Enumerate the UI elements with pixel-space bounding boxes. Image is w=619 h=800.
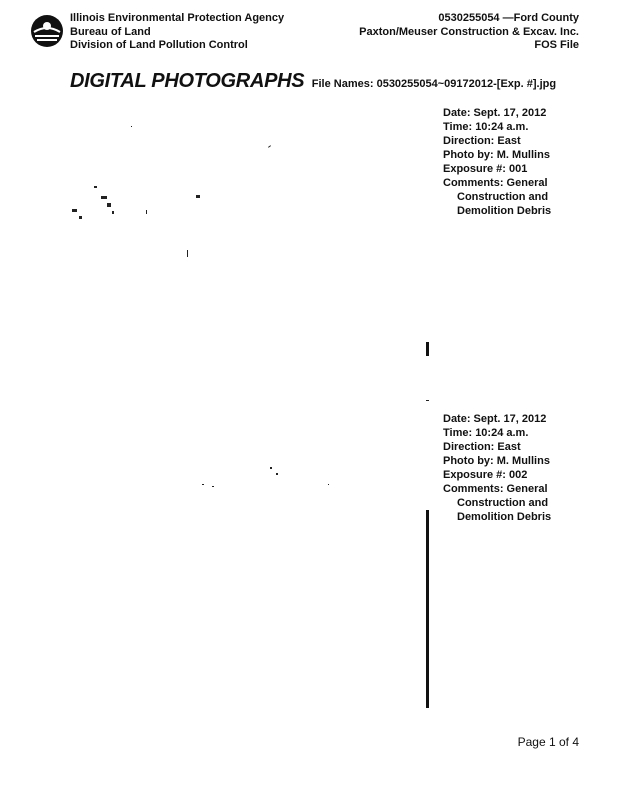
photo-date: Date: Sept. 17, 2012 <box>443 413 547 425</box>
photo-edge-line <box>426 510 429 708</box>
file-type: FOS File <box>534 39 579 51</box>
file-names: File Names: 0530255054~09172012-[Exp. #].jpg <box>311 78 557 90</box>
scan-speck <box>328 484 329 485</box>
scan-speck <box>187 250 188 257</box>
title-row <box>70 70 556 93</box>
photo-comments-line: Demolition Debris <box>457 511 552 523</box>
photo-info-2 <box>443 412 603 524</box>
scan-speck <box>426 400 429 401</box>
bureau-name: Bureau of Land <box>70 25 151 38</box>
photo-comments-line: Demolition Debris <box>457 205 552 217</box>
scan-speck <box>196 195 200 198</box>
photo-date: Date: Sept. 17, 2012 <box>443 107 547 119</box>
photo-time: Time: 10:24 a.m. <box>443 427 529 439</box>
photo-direction: Direction: East <box>443 135 521 147</box>
scan-speck <box>212 486 214 487</box>
photo-direction: Direction: East <box>443 441 521 453</box>
scan-speck <box>79 216 82 219</box>
scan-speck <box>107 203 111 207</box>
photo-edge-mark <box>426 342 429 356</box>
illinois-epa-logo <box>30 14 64 48</box>
photo-comments: Comments: General <box>443 483 548 495</box>
scan-speck <box>131 126 132 127</box>
photo-comments: Comments: General <box>443 177 548 189</box>
agency-name: Illinois Environmental Protection Agency <box>70 12 285 24</box>
photo-info-1 <box>443 106 603 218</box>
site-id-county: 0530255054 —Ford County <box>438 12 579 24</box>
scan-speck <box>146 210 147 214</box>
scan-speck <box>276 473 278 475</box>
scan-speck <box>101 196 107 199</box>
scan-speck <box>268 145 271 148</box>
photo-by: Photo by: M. Mullins <box>443 149 550 161</box>
photo-by: Photo by: M. Mullins <box>443 455 550 467</box>
photo-exposure: Exposure #: 001 <box>443 163 528 175</box>
page-title: DIGITAL PHOTOGRAPHS <box>70 70 305 92</box>
page-number: Page 1 of 4 <box>517 735 579 749</box>
photo-exposure: Exposure #: 002 <box>443 469 528 481</box>
agency-header <box>70 12 284 53</box>
scan-speck <box>94 186 97 188</box>
photo-comments-line: Construction and <box>457 191 549 203</box>
division-name: Division of Land Pollution Control <box>70 39 248 51</box>
scan-speck <box>72 209 77 212</box>
scan-speck <box>270 467 272 469</box>
photo-comments-line: Construction and <box>457 497 549 509</box>
site-header <box>359 12 579 53</box>
scan-speck <box>112 211 114 214</box>
site-name: Paxton/Meuser Construction & Excav. Inc. <box>359 25 579 38</box>
photo-time: Time: 10:24 a.m. <box>443 121 529 133</box>
scan-speck <box>202 484 204 485</box>
